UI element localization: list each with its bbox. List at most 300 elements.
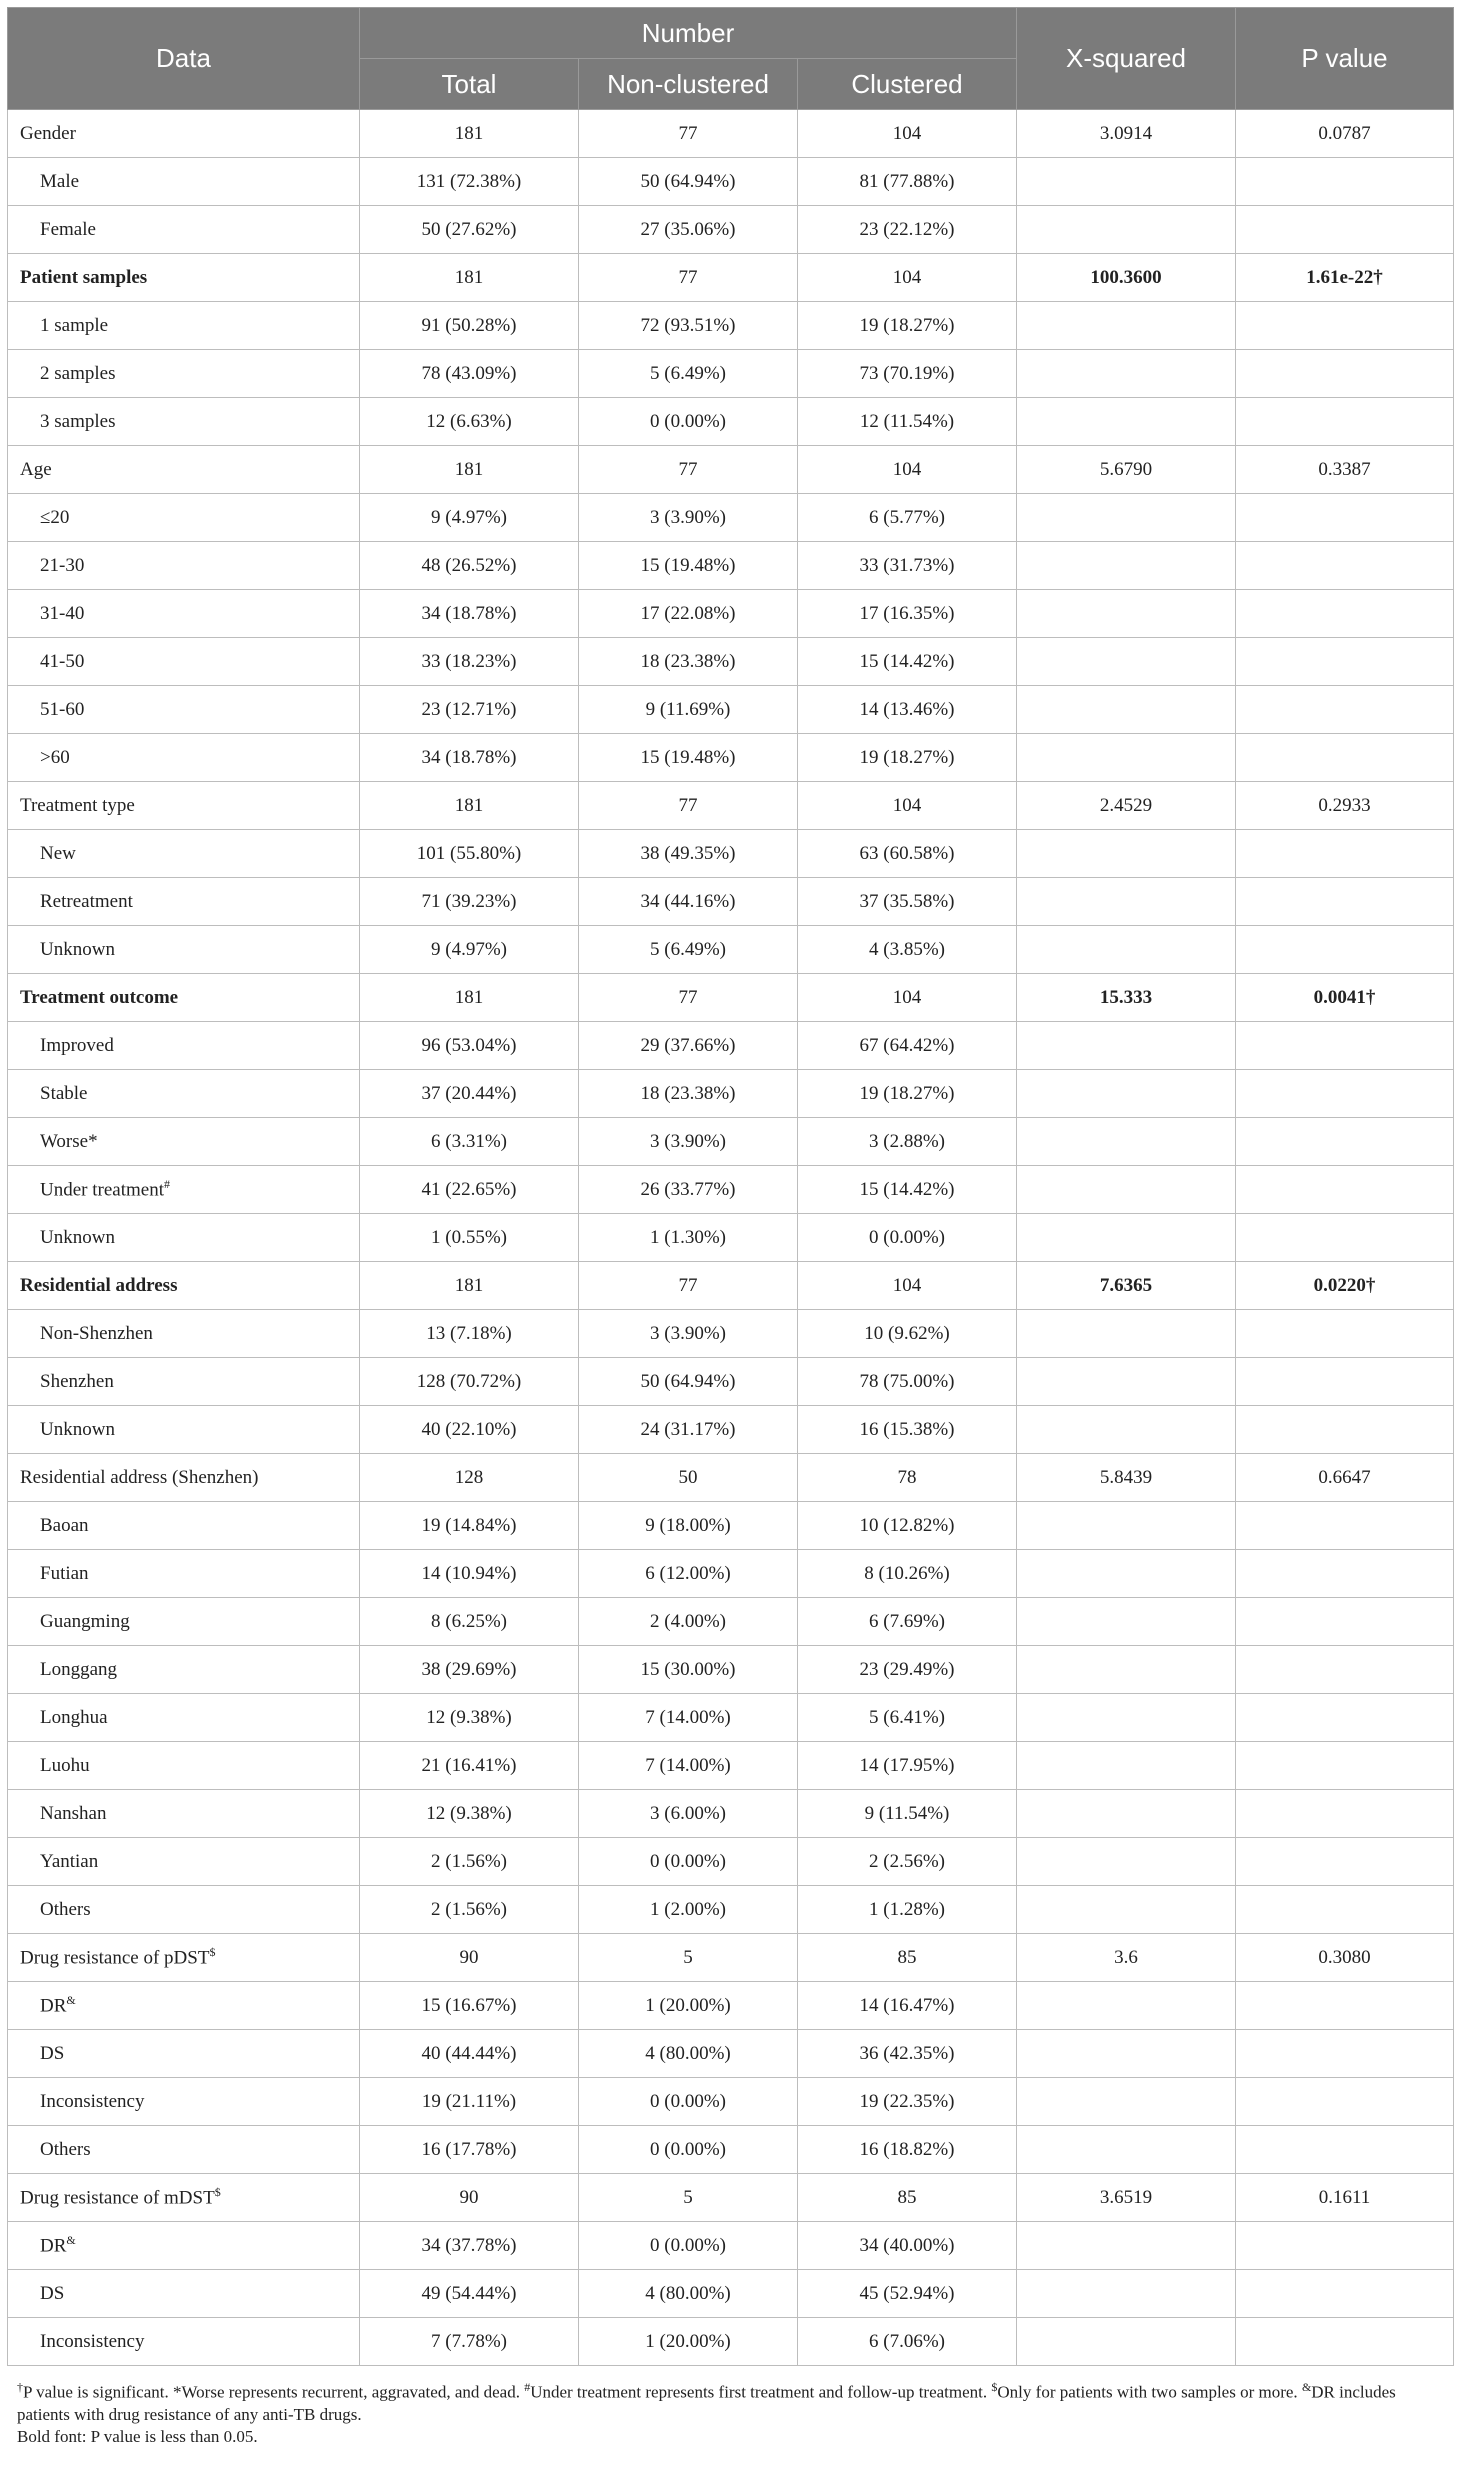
cell-non-clustered: 15 (19.48%) [579,542,798,590]
row-label-cell [8,1646,360,1694]
cell-x-squared [1017,1502,1236,1550]
cell-p-value [1236,1790,1454,1838]
row-label: Inconsistency [40,2090,145,2112]
table-body [8,110,1454,2366]
row-label: DS [40,2282,65,2304]
cell-p-value [1236,686,1454,734]
cell-x-squared [1017,1406,1236,1454]
table-row [8,1118,1454,1166]
cell-non-clustered: 18 (23.38%) [579,638,798,686]
row-label-footnote-mark: $ [214,2185,221,2200]
cell-x-squared [1017,1982,1236,2030]
cell-total: 40 (22.10%) [360,1406,579,1454]
cell-x-squared [1017,2078,1236,2126]
footnote-mark: # [524,2380,531,2394]
footnote-text: DR includes patients with drug resistance of any anti-TB drugs. [17,2382,1396,2424]
cell-non-clustered: 27 (35.06%) [579,206,798,254]
table-row [8,590,1454,638]
cell-total: 41 (22.65%) [360,1166,579,1214]
cell-x-squared: 3.6 [1017,1934,1236,1982]
row-label-cell [8,1118,360,1166]
cell-non-clustered: 3 (3.90%) [579,494,798,542]
cell-p-value [1236,590,1454,638]
cell-clustered: 15 (14.42%) [798,638,1017,686]
cell-p-value [1236,926,1454,974]
cell-x-squared [1017,2318,1236,2366]
cell-non-clustered: 24 (31.17%) [579,1406,798,1454]
cell-total: 33 (18.23%) [360,638,579,686]
row-label: ≤20 [40,506,70,528]
cell-non-clustered: 77 [579,254,798,302]
cell-non-clustered: 1 (1.30%) [579,1214,798,1262]
cell-p-value [1236,1118,1454,1166]
table-row [8,1166,1454,1214]
cell-clustered: 16 (15.38%) [798,1406,1017,1454]
cell-total: 131 (72.38%) [360,158,579,206]
cell-p-value: 0.1611 [1236,2174,1454,2222]
cell-total: 49 (54.44%) [360,2270,579,2318]
cell-x-squared [1017,1214,1236,1262]
cell-clustered: 104 [798,782,1017,830]
cell-clustered: 10 (12.82%) [798,1502,1017,1550]
cell-total: 16 (17.78%) [360,2126,579,2174]
cell-x-squared [1017,2030,1236,2078]
cell-p-value [1236,1742,1454,1790]
cell-p-value [1236,1214,1454,1262]
cell-x-squared [1017,1742,1236,1790]
cell-clustered: 23 (29.49%) [798,1646,1017,1694]
cell-non-clustered: 77 [579,446,798,494]
cell-total: 181 [360,974,579,1022]
row-label-cell [8,1310,360,1358]
row-label: 1 sample [40,314,109,336]
data-table [7,7,1454,2366]
row-label-footnote-mark: & [66,1993,76,2008]
row-label: Yantian [40,1850,99,1872]
row-label-cell [8,1070,360,1118]
cell-total: 15 (16.67%) [360,1982,579,2030]
cell-clustered: 10 (9.62%) [798,1310,1017,1358]
cell-total: 96 (53.04%) [360,1022,579,1070]
row-label-cell [8,398,360,446]
row-label-cell [8,1406,360,1454]
cell-p-value [1236,1070,1454,1118]
row-label: Futian [40,1562,89,1584]
cell-non-clustered: 7 (14.00%) [579,1694,798,1742]
cell-total: 78 (43.09%) [360,350,579,398]
row-label-cell [8,494,360,542]
cell-non-clustered: 15 (19.48%) [579,734,798,782]
cell-p-value: 1.61e-22† [1236,254,1454,302]
table-row [8,1550,1454,1598]
row-label: Others [40,2138,91,2160]
row-label: 51-60 [40,698,85,720]
table-row [8,2174,1454,2222]
cell-x-squared [1017,1694,1236,1742]
cell-p-value: 0.3080 [1236,1934,1454,1982]
cell-p-value [1236,2222,1454,2270]
cell-clustered: 14 (17.95%) [798,1742,1017,1790]
cell-p-value [1236,2318,1454,2366]
row-label-cell [8,638,360,686]
cell-total: 12 (6.63%) [360,398,579,446]
footnote-line-2: Bold font: P value is less than 0.05. [17,2426,258,2446]
row-label: Under treatment [40,1179,164,1201]
cell-total: 71 (39.23%) [360,878,579,926]
row-label-footnote-mark: $ [209,1945,216,1960]
cell-clustered: 6 (5.77%) [798,494,1017,542]
cell-clustered: 104 [798,974,1017,1022]
cell-clustered: 17 (16.35%) [798,590,1017,638]
table-row [8,2030,1454,2078]
cell-total: 128 (70.72%) [360,1358,579,1406]
row-label-cell [8,1838,360,1886]
table-row [8,1502,1454,1550]
cell-clustered: 6 (7.69%) [798,1598,1017,1646]
cell-clustered: 36 (42.35%) [798,2030,1017,2078]
row-label: Retreatment [40,890,133,912]
cell-p-value [1236,206,1454,254]
cell-non-clustered: 77 [579,974,798,1022]
table-row [8,830,1454,878]
cell-total: 34 (18.78%) [360,734,579,782]
row-label-cell [8,926,360,974]
row-label: Patient samples [20,266,148,288]
cell-p-value [1236,1502,1454,1550]
row-label-cell [8,2318,360,2366]
header-total: Total [360,59,579,110]
row-label-cell [8,1694,360,1742]
cell-p-value [1236,1838,1454,1886]
cell-clustered: 37 (35.58%) [798,878,1017,926]
cell-clustered: 14 (13.46%) [798,686,1017,734]
cell-x-squared [1017,206,1236,254]
row-label: 31-40 [40,602,85,624]
table-row [8,1454,1454,1502]
table-row [8,2318,1454,2366]
cell-p-value [1236,1646,1454,1694]
table-row [8,926,1454,974]
cell-non-clustered: 0 (0.00%) [579,1838,798,1886]
row-label-cell [8,1982,360,2030]
cell-total: 48 (26.52%) [360,542,579,590]
cell-p-value [1236,734,1454,782]
cell-clustered: 19 (18.27%) [798,734,1017,782]
table-row [8,2126,1454,2174]
cell-total: 6 (3.31%) [360,1118,579,1166]
cell-total: 181 [360,254,579,302]
cell-x-squared: 100.3600 [1017,254,1236,302]
cell-total: 34 (18.78%) [360,590,579,638]
row-label-cell [8,1742,360,1790]
row-label-cell [8,1790,360,1838]
row-label: Treatment outcome [20,986,179,1008]
cell-total: 34 (37.78%) [360,2222,579,2270]
row-label: Non-Shenzhen [40,1322,153,1344]
cell-total: 101 (55.80%) [360,830,579,878]
row-label-cell [8,110,360,158]
header-x-squared: X-squared [1017,8,1236,110]
table-row [8,350,1454,398]
cell-p-value [1236,878,1454,926]
cell-clustered: 19 (22.35%) [798,2078,1017,2126]
cell-clustered: 78 [798,1454,1017,1502]
cell-total: 2 (1.56%) [360,1838,579,1886]
cell-total: 181 [360,1262,579,1310]
cell-x-squared [1017,1358,1236,1406]
row-label-cell [8,878,360,926]
cell-total: 37 (20.44%) [360,1070,579,1118]
row-label: 3 samples [40,410,116,432]
row-label-cell [8,1262,360,1310]
row-label: >60 [40,746,70,768]
table-row [8,734,1454,782]
cell-total: 2 (1.56%) [360,1886,579,1934]
row-label-cell [8,974,360,1022]
table-row [8,2078,1454,2126]
cell-x-squared [1017,542,1236,590]
row-label: Male [40,170,80,192]
cell-clustered: 12 (11.54%) [798,398,1017,446]
table-row [8,1646,1454,1694]
cell-p-value: 0.6647 [1236,1454,1454,1502]
table-row [8,1838,1454,1886]
cell-x-squared [1017,1310,1236,1358]
row-label: Luohu [40,1754,90,1776]
cell-p-value [1236,2030,1454,2078]
row-label-cell [8,302,360,350]
cell-x-squared [1017,398,1236,446]
row-label-cell [8,1502,360,1550]
table-row [8,1886,1454,1934]
cell-x-squared [1017,638,1236,686]
cell-total: 90 [360,1934,579,1982]
cell-p-value [1236,1694,1454,1742]
cell-non-clustered: 0 (0.00%) [579,2222,798,2270]
cell-x-squared [1017,734,1236,782]
row-label: Residential address (Shenzhen) [20,1466,259,1488]
table-row [8,1214,1454,1262]
cell-p-value [1236,1358,1454,1406]
cell-clustered: 14 (16.47%) [798,1982,1017,2030]
table-row [8,782,1454,830]
row-label-footnote-mark: # [163,1177,170,1192]
cell-total: 9 (4.97%) [360,494,579,542]
row-label: Longhua [40,1706,108,1728]
cell-p-value [1236,2126,1454,2174]
cell-x-squared [1017,494,1236,542]
cell-non-clustered: 5 [579,1934,798,1982]
cell-total: 40 (44.44%) [360,2030,579,2078]
cell-total: 21 (16.41%) [360,1742,579,1790]
row-label-cell [8,158,360,206]
cell-x-squared [1017,830,1236,878]
footnote-text: Under treatment represents first treatment and follow-up treatment. [530,2382,992,2402]
cell-x-squared [1017,1790,1236,1838]
row-label-cell [8,254,360,302]
cell-x-squared [1017,350,1236,398]
cell-p-value [1236,1598,1454,1646]
table-row [8,974,1454,1022]
cell-non-clustered: 17 (22.08%) [579,590,798,638]
cell-total: 128 [360,1454,579,1502]
cell-non-clustered: 2 (4.00%) [579,1598,798,1646]
footnote-mark: & [1301,2380,1312,2394]
row-label-cell [8,734,360,782]
row-label-cell [8,350,360,398]
cell-non-clustered: 26 (33.77%) [579,1166,798,1214]
cell-x-squared [1017,1118,1236,1166]
cell-clustered: 4 (3.85%) [798,926,1017,974]
cell-total: 19 (14.84%) [360,1502,579,1550]
cell-clustered: 104 [798,446,1017,494]
cell-non-clustered: 34 (44.16%) [579,878,798,926]
cell-p-value [1236,350,1454,398]
cell-x-squared: 15.333 [1017,974,1236,1022]
table-row [8,1262,1454,1310]
cell-clustered: 67 (64.42%) [798,1022,1017,1070]
cell-non-clustered: 6 (12.00%) [579,1550,798,1598]
row-label: Inconsistency [40,2330,145,2352]
cell-p-value [1236,2078,1454,2126]
cell-non-clustered: 77 [579,782,798,830]
row-label-cell [8,782,360,830]
table-row [8,1598,1454,1646]
row-label: Residential address [20,1274,178,1296]
cell-clustered: 63 (60.58%) [798,830,1017,878]
row-label-cell [8,590,360,638]
cell-non-clustered: 9 (11.69%) [579,686,798,734]
cell-clustered: 85 [798,1934,1017,1982]
cell-clustered: 0 (0.00%) [798,1214,1017,1262]
table-row [8,446,1454,494]
cell-clustered: 78 (75.00%) [798,1358,1017,1406]
cell-non-clustered: 77 [579,1262,798,1310]
row-label: Unknown [40,938,115,960]
cell-non-clustered: 29 (37.66%) [579,1022,798,1070]
cell-non-clustered: 3 (3.90%) [579,1310,798,1358]
cell-clustered: 85 [798,2174,1017,2222]
cell-total: 8 (6.25%) [360,1598,579,1646]
cell-non-clustered: 7 (14.00%) [579,1742,798,1790]
cell-non-clustered: 0 (0.00%) [579,2126,798,2174]
cell-clustered: 23 (22.12%) [798,206,1017,254]
cell-total: 38 (29.69%) [360,1646,579,1694]
row-label: 41-50 [40,650,85,672]
row-label: 2 samples [40,362,116,384]
row-label-cell [8,2126,360,2174]
cell-non-clustered: 3 (6.00%) [579,1790,798,1838]
cell-non-clustered: 1 (20.00%) [579,1982,798,2030]
cell-clustered: 34 (40.00%) [798,2222,1017,2270]
cell-non-clustered: 15 (30.00%) [579,1646,798,1694]
row-label: Drug resistance of mDST [20,2187,215,2209]
table-row [8,110,1454,158]
cell-non-clustered: 50 (64.94%) [579,1358,798,1406]
cell-clustered: 104 [798,110,1017,158]
row-label-cell [8,2270,360,2318]
row-label-cell [8,2030,360,2078]
cell-x-squared [1017,1070,1236,1118]
cell-x-squared [1017,1886,1236,1934]
table-row [8,206,1454,254]
cell-p-value [1236,1886,1454,1934]
cell-non-clustered: 50 (64.94%) [579,158,798,206]
cell-total: 181 [360,110,579,158]
table-row [8,1358,1454,1406]
cell-non-clustered: 4 (80.00%) [579,2270,798,2318]
row-label-cell [8,1214,360,1262]
cell-x-squared: 7.6365 [1017,1262,1236,1310]
cell-clustered: 2 (2.56%) [798,1838,1017,1886]
cell-total: 181 [360,782,579,830]
table-row [8,494,1454,542]
row-label: Gender [20,122,76,144]
cell-p-value [1236,2270,1454,2318]
table-row [8,1310,1454,1358]
row-label-cell [8,542,360,590]
cell-total: 90 [360,2174,579,2222]
cell-x-squared: 3.0914 [1017,110,1236,158]
cell-clustered: 16 (18.82%) [798,2126,1017,2174]
cell-non-clustered: 1 (20.00%) [579,2318,798,2366]
cell-x-squared [1017,1646,1236,1694]
cell-total: 12 (9.38%) [360,1694,579,1742]
cell-non-clustered: 77 [579,110,798,158]
row-label-cell [8,206,360,254]
row-label-cell [8,1022,360,1070]
row-label: Unknown [40,1226,115,1248]
cell-clustered: 9 (11.54%) [798,1790,1017,1838]
cell-non-clustered: 4 (80.00%) [579,2030,798,2078]
cell-clustered: 8 (10.26%) [798,1550,1017,1598]
table-row [8,1022,1454,1070]
table-row [8,1934,1454,1982]
cell-p-value [1236,494,1454,542]
cell-clustered: 5 (6.41%) [798,1694,1017,1742]
cell-p-value: 0.0041† [1236,974,1454,1022]
table-row [8,878,1454,926]
row-label: DS [40,2042,65,2064]
row-label: Female [40,218,96,240]
table-row [8,1694,1454,1742]
table-row [8,254,1454,302]
cell-total: 50 (27.62%) [360,206,579,254]
cell-x-squared [1017,590,1236,638]
cell-clustered: 1 (1.28%) [798,1886,1017,1934]
cell-p-value [1236,1550,1454,1598]
row-label: DR [40,1995,67,2017]
cell-x-squared: 3.6519 [1017,2174,1236,2222]
cell-clustered: 45 (52.94%) [798,2270,1017,2318]
cell-x-squared [1017,1598,1236,1646]
cell-total: 12 (9.38%) [360,1790,579,1838]
table-row [8,2270,1454,2318]
table-row [8,1406,1454,1454]
cell-total: 7 (7.78%) [360,2318,579,2366]
cell-non-clustered: 9 (18.00%) [579,1502,798,1550]
cell-p-value [1236,542,1454,590]
row-label-cell [8,686,360,734]
footnote-text: P value is significant. *Worse represents recurrent, aggravated, and dead. [23,2382,525,2402]
cell-p-value [1236,1166,1454,1214]
cell-non-clustered: 72 (93.51%) [579,302,798,350]
cell-x-squared: 2.4529 [1017,782,1236,830]
cell-non-clustered: 5 (6.49%) [579,926,798,974]
cell-p-value: 0.2933 [1236,782,1454,830]
cell-non-clustered: 0 (0.00%) [579,398,798,446]
row-label: DR [40,2235,67,2257]
